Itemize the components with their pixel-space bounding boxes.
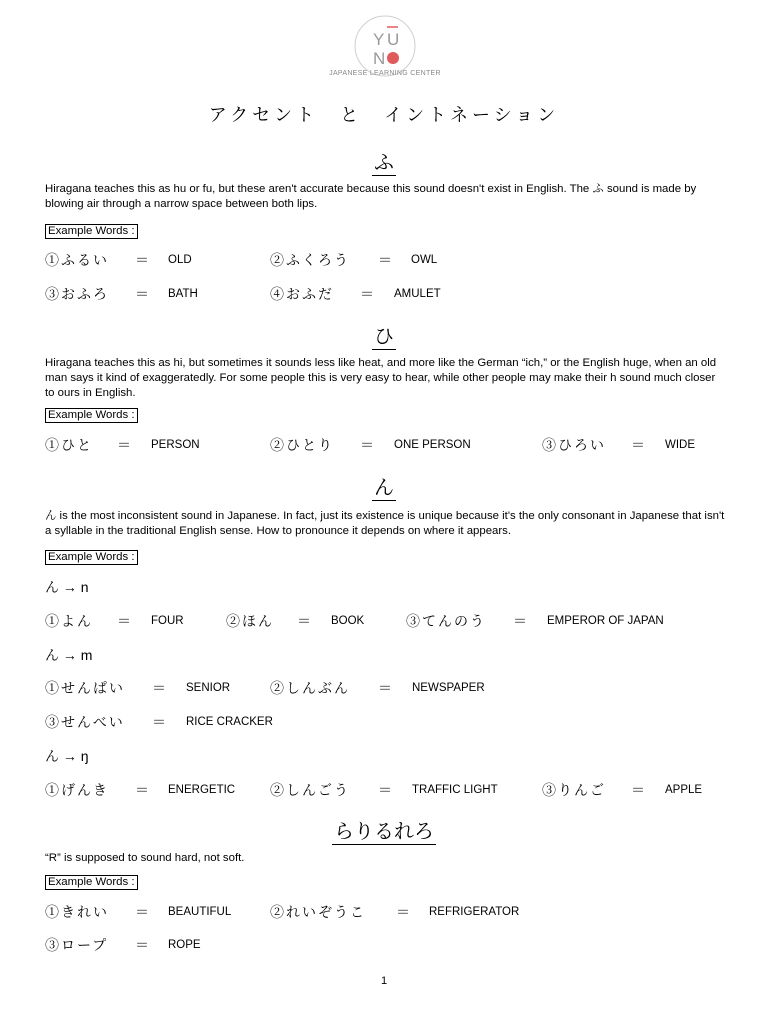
example-japanese: ②ふくろう — [270, 253, 350, 269]
svg-text:U: U — [387, 30, 400, 49]
section-heading-n: ん — [374, 475, 394, 499]
example-japanese: ③せんべい — [45, 715, 125, 731]
equals-sign: ＝ — [297, 614, 311, 630]
example-row — [45, 780, 745, 800]
svg-text:N: N — [373, 49, 386, 68]
example-row — [45, 435, 745, 455]
equals-sign: ＝ — [152, 681, 166, 697]
example-japanese: ①ふるい — [45, 253, 109, 269]
example-english: BEAUTIFUL — [168, 906, 232, 918]
example-english: SENIOR — [186, 682, 231, 694]
example-english: ENERGETIC — [168, 784, 236, 796]
equals-sign: ＝ — [378, 783, 392, 799]
yuno-logo — [353, 14, 417, 78]
example-english: OLD — [168, 254, 192, 266]
example-row — [45, 902, 745, 922]
example-row — [45, 712, 745, 732]
example-japanese: ③ロープ — [45, 938, 109, 954]
example-japanese: ③てんのう — [406, 614, 486, 630]
logo-subtitle: JAPANESE LEARNING CENTER — [329, 70, 441, 77]
example-japanese: ③おふろ — [45, 287, 109, 303]
example-row — [45, 935, 745, 955]
example-english: TRAFFIC LIGHT — [412, 784, 498, 796]
example-japanese: ①きれい — [45, 905, 109, 921]
example-english: WIDE — [665, 439, 696, 451]
example-japanese: ②ほん — [226, 614, 274, 630]
equals-sign: ＝ — [378, 681, 392, 697]
page-number: 1 — [380, 975, 388, 987]
example-row — [45, 250, 745, 270]
page-title: アクセント と イントネーション — [208, 105, 560, 126]
example-words-label: Example Words : — [45, 224, 138, 239]
example-japanese: ①せんぱい — [45, 681, 125, 697]
example-japanese: ①げんき — [45, 783, 109, 799]
equals-sign: ＝ — [135, 287, 149, 303]
equals-sign: ＝ — [117, 438, 131, 454]
equals-sign: ＝ — [135, 938, 149, 954]
example-japanese: ④おふだ — [270, 287, 334, 303]
equals-sign: ＝ — [631, 438, 645, 454]
section-paragraph: Hiragana teaches this as hi, but sometimes it sounds less like heat, and more like the German “ich,” or the English huge, when an old man says it kind of exaggeratedly. For some people this is very easy to hear, while other people may make their h sound much closer to ours in English. — [45, 357, 717, 399]
equals-sign: ＝ — [135, 253, 149, 269]
example-english: OWL — [411, 254, 438, 266]
svg-text:Y: Y — [373, 30, 385, 49]
section-paragraph: Hiragana teaches this as hu or fu, but these aren't accurate because this sound doesn't exist in English. The ふ sound is made by blowing air through a narrow space between both lips. — [45, 183, 697, 210]
section-heading-ra-row: らりるれろ — [334, 819, 434, 843]
example-japanese: ③りんご — [542, 783, 606, 799]
equals-sign: ＝ — [631, 783, 645, 799]
section-heading-hi: ひ — [374, 324, 394, 348]
equals-sign: ＝ — [513, 614, 527, 630]
pronunciation-rule: ん → n — [45, 579, 89, 595]
example-japanese: ②しんごう — [270, 783, 350, 799]
equals-sign: ＝ — [152, 715, 166, 731]
section-paragraph: “R” is supposed to sound hard, not soft. — [45, 852, 245, 864]
equals-sign: ＝ — [360, 438, 374, 454]
equals-sign: ＝ — [396, 905, 410, 921]
example-japanese: ②れいぞうこ — [270, 905, 366, 921]
example-english: APPLE — [665, 784, 703, 796]
equals-sign: ＝ — [135, 905, 149, 921]
example-row — [45, 284, 745, 304]
example-japanese: ①よん — [45, 614, 93, 630]
example-english: BOOK — [331, 615, 365, 627]
example-english: AMULET — [394, 288, 441, 300]
example-english: EMPEROR OF JAPAN — [547, 615, 664, 627]
example-english: PERSON — [151, 439, 200, 451]
example-japanese: ①ひと — [45, 438, 93, 454]
example-japanese: ②ひとり — [270, 438, 334, 454]
example-english: RICE CRACKER — [186, 716, 273, 728]
equals-sign: ＝ — [360, 287, 374, 303]
equals-sign: ＝ — [378, 253, 392, 269]
example-english: FOUR — [151, 615, 184, 627]
example-japanese: ②しんぶん — [270, 681, 350, 697]
example-english: REFRIGERATOR — [429, 906, 520, 918]
example-words-label: Example Words : — [45, 550, 138, 565]
example-row — [45, 678, 745, 698]
example-english: ONE PERSON — [394, 439, 471, 451]
example-english: NEWSPAPER — [412, 682, 485, 694]
pronunciation-rule: ん → m — [45, 647, 93, 663]
example-english: BATH — [168, 288, 198, 300]
example-row — [45, 611, 745, 631]
example-english: ROPE — [168, 939, 201, 951]
section-heading-fu: ふ — [374, 150, 394, 174]
equals-sign: ＝ — [135, 783, 149, 799]
equals-sign: ＝ — [117, 614, 131, 630]
section-paragraph: ん is the most inconsistent sound in Japanese. In fact, just its existence is unique because it's the only consonant in Japanese that isn't a syllable in the traditional English sense. How to pronounce it depends on where it appears. — [45, 510, 725, 537]
example-japanese: ③ひろい — [542, 438, 606, 454]
example-words-label: Example Words : — [45, 408, 138, 423]
pronunciation-rule: ん → ŋ — [45, 748, 89, 764]
example-words-label: Example Words : — [45, 875, 138, 890]
